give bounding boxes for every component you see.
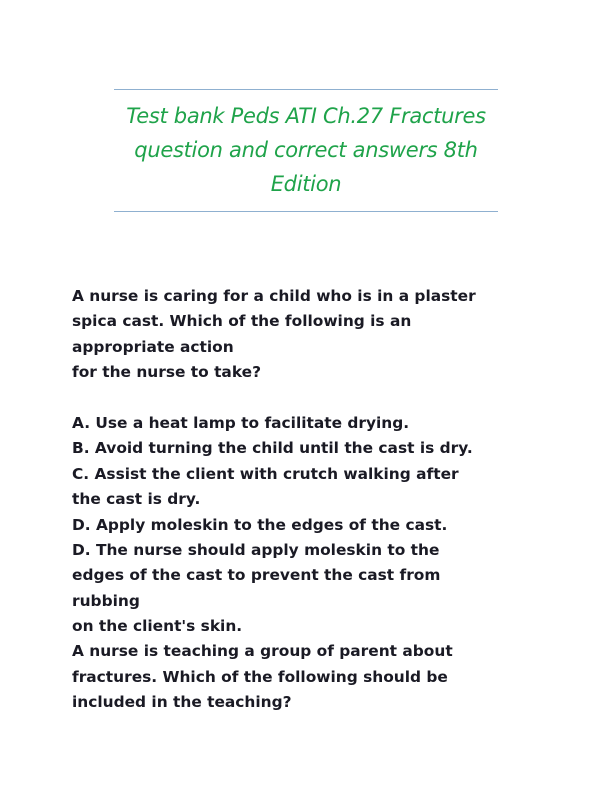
question-1	[72, 284, 542, 386]
question-2	[72, 639, 542, 715]
rationale-line: rubbing	[72, 591, 140, 610]
title-line-3: Edition	[270, 172, 342, 196]
question-1-line: A nurse is caring for a child who is in a plaster	[72, 287, 476, 305]
question-1-line: for the nurse to take?	[72, 363, 262, 382]
title-block	[114, 89, 498, 212]
rationale-line: edges of the cast to prevent the cast from	[72, 566, 441, 585]
answer-rationale	[72, 538, 542, 640]
document-body	[72, 284, 542, 716]
question-2-line: fractures. Which of the following should be	[72, 667, 448, 686]
question-2-line: included in the teaching?	[72, 693, 292, 712]
title-line-2: question and correct answers 8th	[134, 138, 478, 162]
question-1-line: spica cast. Which of the following is an	[72, 312, 412, 331]
answer-options	[72, 411, 542, 538]
option-b: B. Avoid turning the child until the cast is dry.	[72, 439, 473, 458]
question-1-line: appropriate action	[72, 337, 234, 356]
option-a: A. Use a heat lamp to facilitate drying.	[72, 413, 410, 432]
rationale-line: D. The nurse should apply moleskin to the	[72, 540, 440, 559]
option-c-continued: the cast is dry.	[72, 490, 201, 509]
title-line-1: Test bank Peds ATI Ch.27 Fractures	[126, 104, 486, 128]
option-d: D. Apply moleskin to the edges of the cast.	[72, 515, 448, 534]
paragraph-spacer	[72, 386, 542, 411]
question-2-line: A nurse is teaching a group of parent about	[72, 642, 453, 661]
option-c: C. Assist the client with crutch walking after	[72, 464, 459, 483]
rationale-line: on the client's skin.	[72, 617, 243, 636]
